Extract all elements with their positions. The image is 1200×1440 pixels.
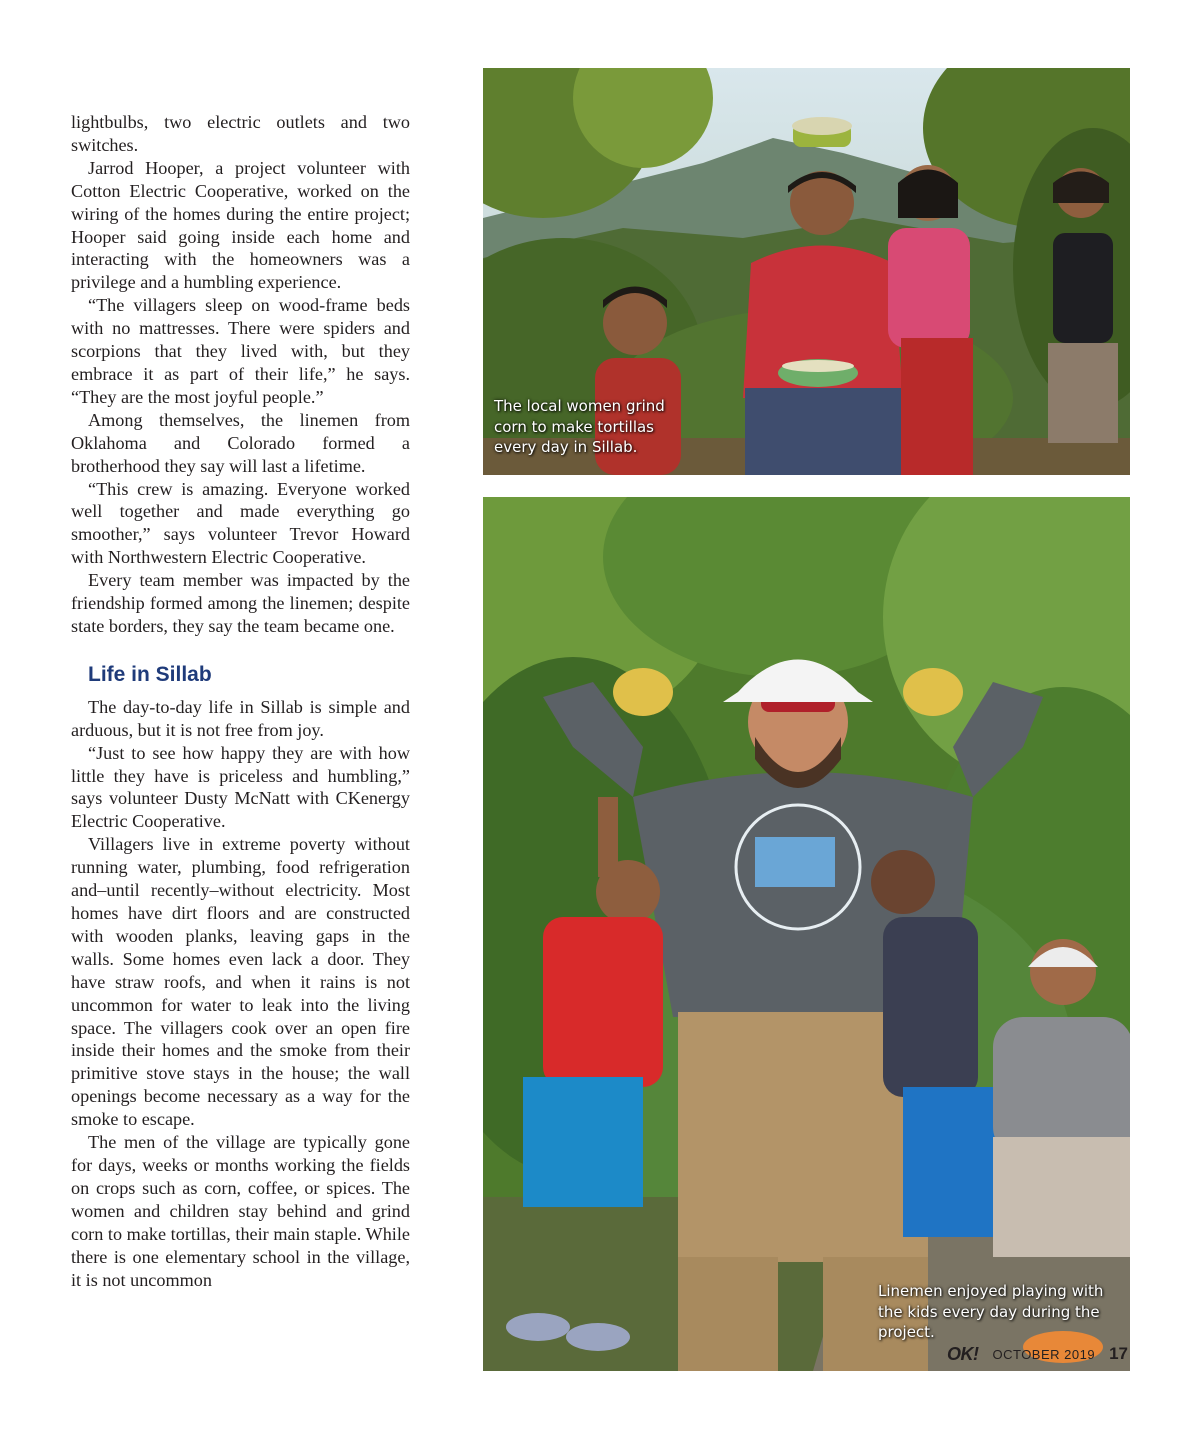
photo-village-women	[483, 68, 1130, 475]
body-paragraph: Among themselves, the linemen from Oklahoma and Colorado formed a brotherhood they say will last a lifetime.	[71, 409, 410, 476]
page-footer	[947, 1343, 1128, 1365]
body-paragraph: The day-to-day life in Sillab is simple and arduous, but it is not free from joy.	[71, 696, 410, 740]
photo-caption: Linemen enjoyed playing with the kids every day during the project.	[878, 1282, 1104, 1341]
issue-date: OCTOBER 2019	[992, 1346, 1096, 1362]
article-column	[71, 111, 410, 1291]
body-paragraph: lightbulbs, two electric outlets and two switches.	[71, 112, 410, 155]
body-paragraph: Jarrod Hooper, a project volunteer with Cotton Electric Cooperative, worked on the wiring of the homes during the entire project; Hooper said going inside each home and interacting with the homeowners was a privilege and a humbling experience.	[71, 157, 410, 293]
body-paragraph: The men of the village are typically gone for days, weeks or months working the fields on crops such as corn, coffee, or spices. The women and children stay behind and grind corn to make tortillas, their main staple. While there is one elementary school in the village, it is not uncommon	[71, 1132, 410, 1290]
body-paragraph: Every team member was impacted by the friendship formed among the linemen; despite state borders, they say the team became one.	[71, 570, 410, 636]
section-heading: Life in Sillab	[88, 662, 212, 686]
photo-lineman-with-kids	[483, 497, 1130, 1371]
page-number: 17	[1109, 1344, 1128, 1363]
body-paragraph: Villagers live in extreme poverty without running water, plumbing, food refrigeration and–until recently–without electricity. Most homes have dirt floors and are constructed with wooden planks, leaving gaps in the walls. Some homes even lack a door. They have straw roofs, and when it rains is not uncommon for water to leak into the living space. The villagers cook over an open fire inside their homes and the smoke from their primitive stove stays in the house; the wall openings become necessary as a way for the smoke to escape.	[71, 834, 410, 1130]
magazine-logo: OK!	[946, 1343, 979, 1364]
body-paragraph: “The villagers sleep on wood-frame beds with no mattresses. There were spiders and scorpions that they lived with, but they embrace it as part of their life,” he says. “They are the most joyful people.”	[71, 295, 410, 407]
photo-caption: The local women grind corn to make tortillas every day in Sillab.	[494, 397, 665, 456]
photo-lineman-illustration	[483, 497, 1130, 1371]
body-paragraph: “This crew is amazing. Everyone worked well together and made everything go smoother,” says volunteer Trevor Howard with Northwestern Electric Cooperative.	[71, 478, 410, 568]
body-paragraph: “Just to see how happy they are with how little they have is priceless and humbling,” says volunteer Dusty McNatt with CKenergy Electric Cooperative.	[71, 742, 410, 832]
